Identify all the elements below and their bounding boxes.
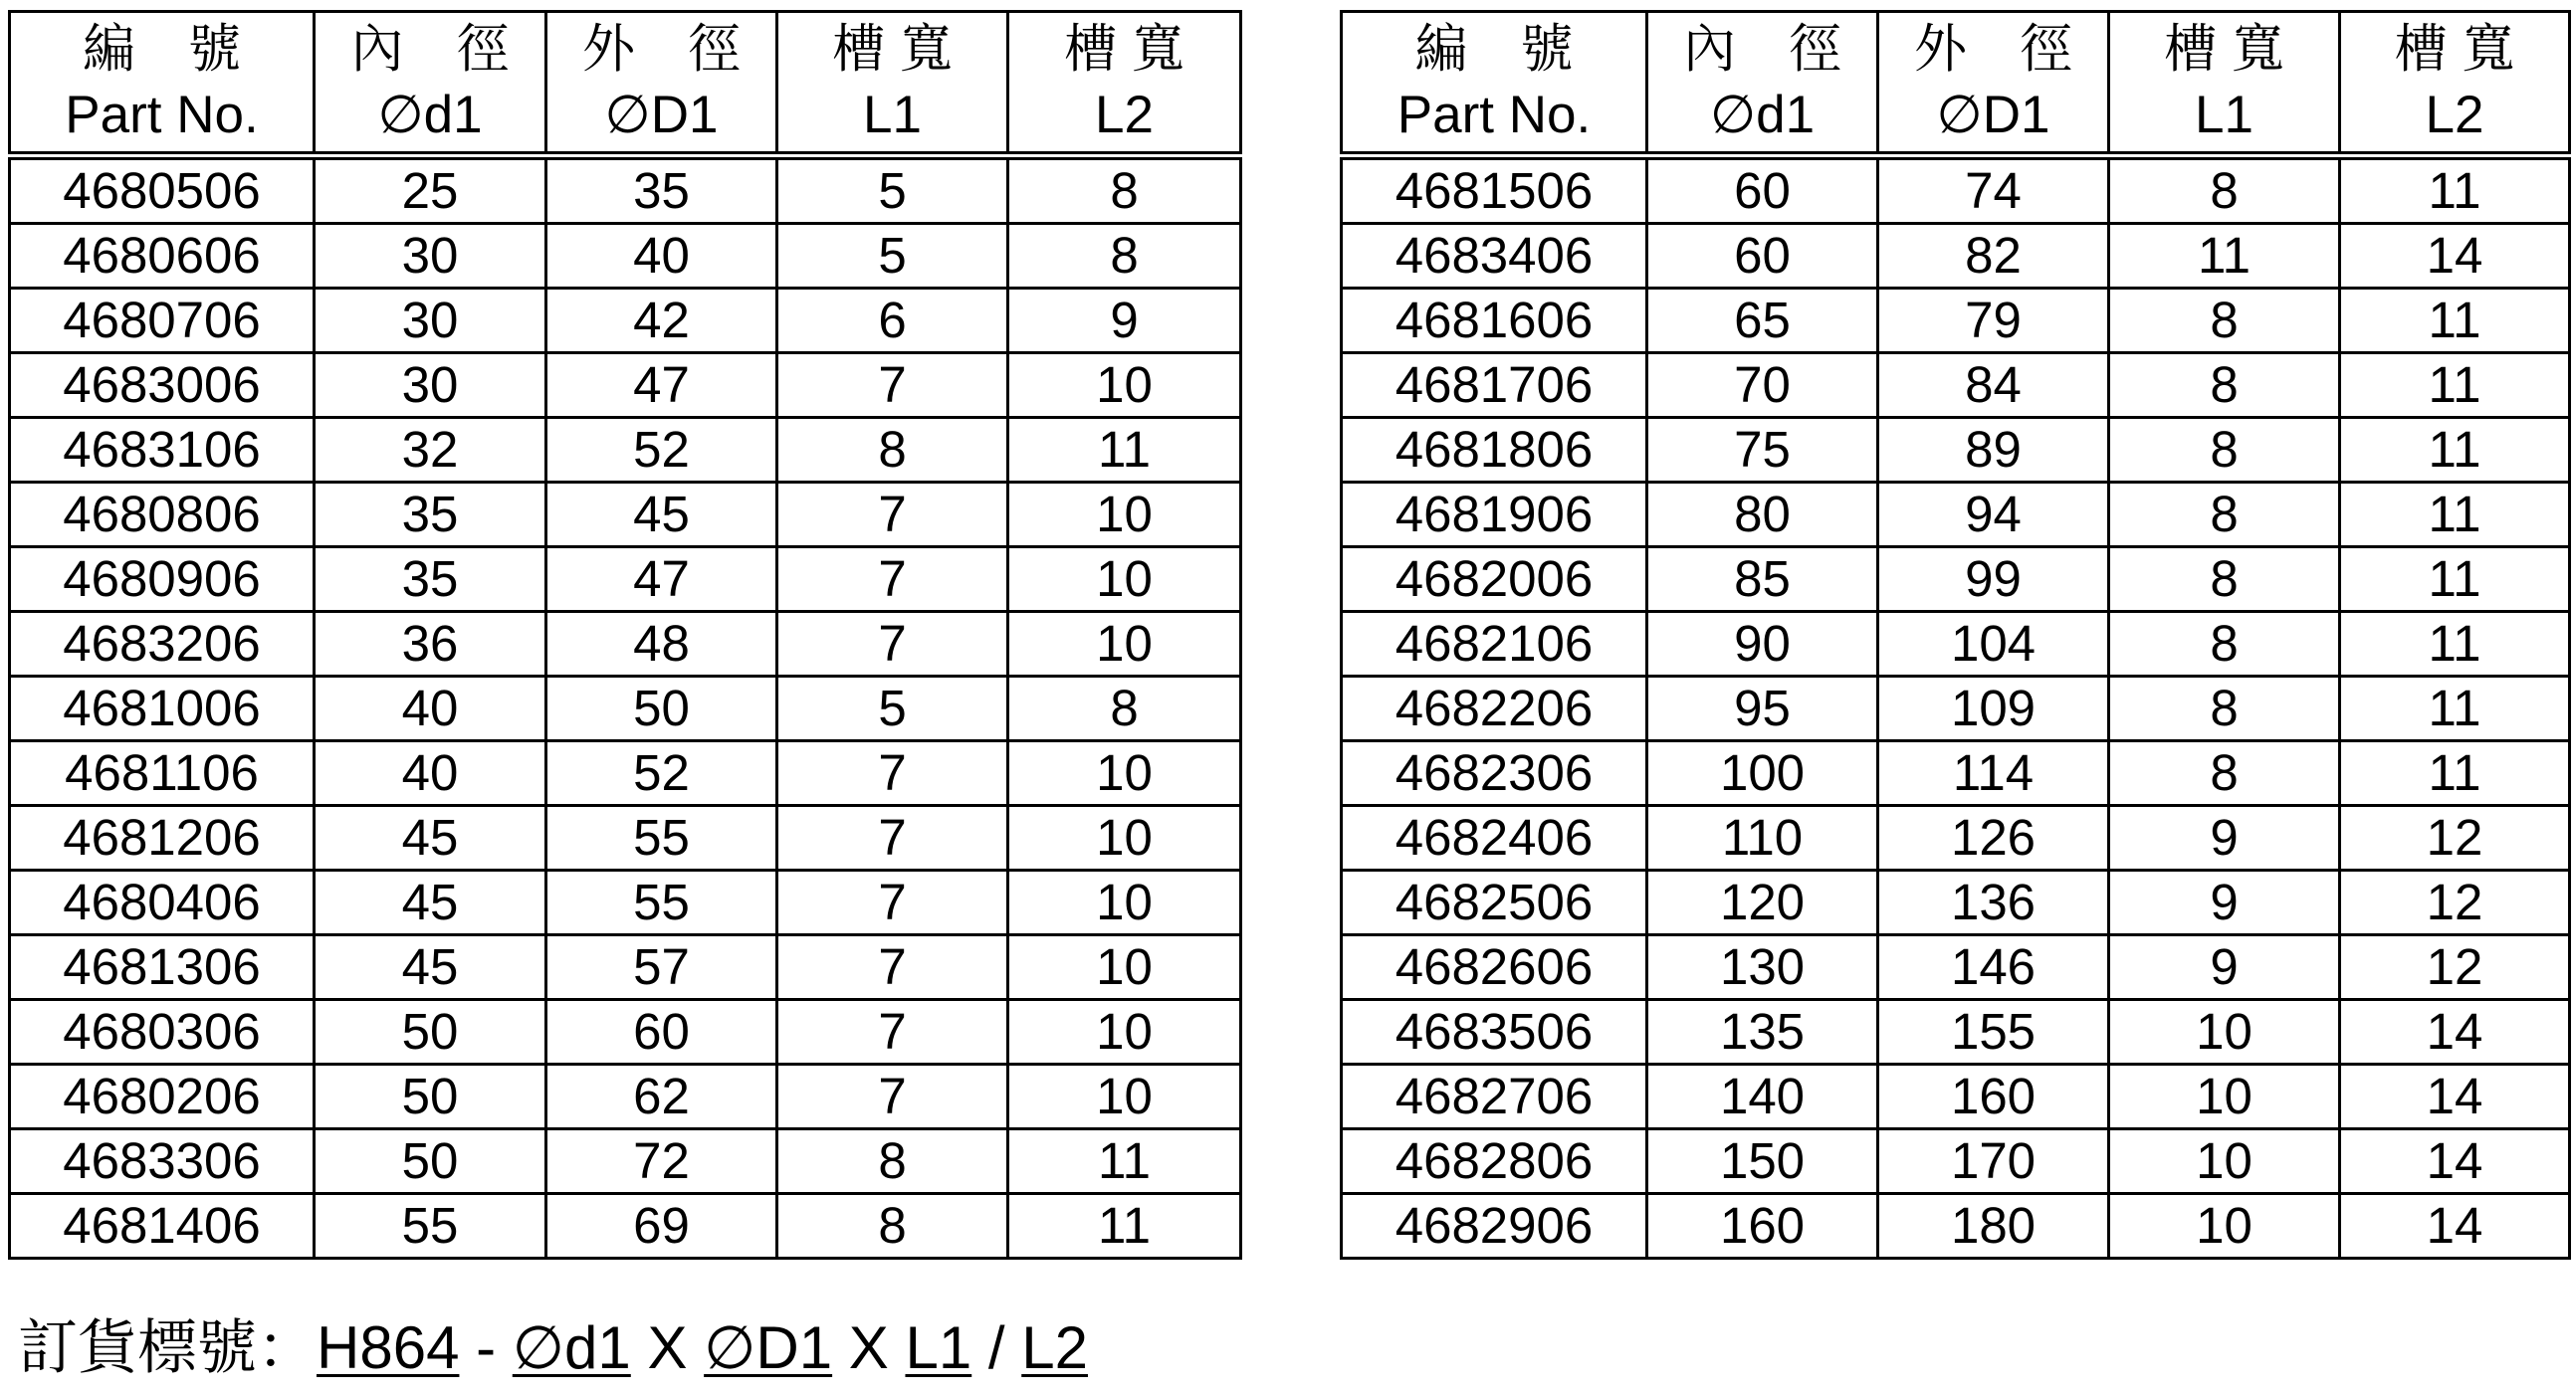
part-no-cell: 4682406 — [1342, 806, 1647, 871]
part-no-cell: 4681806 — [1342, 418, 1647, 483]
inner-diameter-cell: 90 — [1647, 612, 1878, 677]
groove-l2-cell: 11 — [2340, 156, 2570, 224]
groove-l1-cell: 5 — [777, 224, 1008, 289]
inner-diameter-cell: 130 — [1647, 935, 1878, 1000]
groove-l2-cell: 11 — [1008, 1194, 1241, 1259]
groove-l2-cell: 10 — [1008, 612, 1241, 677]
order-code-x2: X — [832, 1314, 906, 1381]
groove-l1-cell: 9 — [2109, 871, 2340, 935]
outer-diameter-cell: 82 — [1878, 224, 2109, 289]
inner-diameter-cell: 55 — [315, 1194, 546, 1259]
header-inner-diameter: 內 徑 ∅d1 — [315, 12, 546, 156]
part-no-cell: 4680906 — [10, 547, 315, 612]
header-groove-width-l1: 槽 寬 L1 — [2109, 12, 2340, 156]
groove-l1-cell: 8 — [2109, 741, 2340, 806]
groove-l2-cell: 14 — [2340, 224, 2570, 289]
inner-diameter-cell: 45 — [315, 871, 546, 935]
inner-diameter-cell: 45 — [315, 935, 546, 1000]
part-no-cell: 4683506 — [1342, 1000, 1647, 1065]
groove-l2-cell: 10 — [1008, 935, 1241, 1000]
part-no-cell: 4682306 — [1342, 741, 1647, 806]
inner-diameter-cell: 30 — [315, 289, 546, 353]
groove-l2-cell: 11 — [2340, 612, 2570, 677]
groove-l2-cell: 10 — [1008, 1065, 1241, 1129]
inner-diameter-cell: 30 — [315, 353, 546, 418]
order-code-D1: ∅D1 — [704, 1314, 833, 1381]
table-row — [1342, 806, 2570, 871]
table-row — [10, 806, 1241, 871]
outer-diameter-cell: 74 — [1878, 156, 2109, 224]
groove-l2-cell: 8 — [1008, 156, 1241, 224]
groove-l2-cell: 10 — [1008, 1000, 1241, 1065]
inner-diameter-cell: 85 — [1647, 547, 1878, 612]
outer-diameter-cell: 99 — [1878, 547, 2109, 612]
groove-l2-cell: 11 — [2340, 353, 2570, 418]
header-inner-diameter: 內 徑 ∅d1 — [1647, 12, 1878, 156]
header-groove-width-l2: 槽 寬 L2 — [1008, 12, 1241, 156]
inner-diameter-cell: 50 — [315, 1000, 546, 1065]
groove-l1-cell: 8 — [777, 418, 1008, 483]
groove-l1-cell: 10 — [2109, 1000, 2340, 1065]
table-row — [1342, 935, 2570, 1000]
groove-l1-cell: 8 — [2109, 677, 2340, 741]
inner-diameter-cell: 135 — [1647, 1000, 1878, 1065]
groove-l1-cell: 7 — [777, 1000, 1008, 1065]
groove-l2-cell: 11 — [1008, 418, 1241, 483]
outer-diameter-cell: 69 — [546, 1194, 777, 1259]
part-no-cell: 4680206 — [10, 1065, 315, 1129]
part-no-cell: 4680406 — [10, 871, 315, 935]
header-row — [10, 12, 1241, 156]
groove-l2-cell: 11 — [2340, 547, 2570, 612]
inner-diameter-cell: 70 — [1647, 353, 1878, 418]
outer-diameter-cell: 89 — [1878, 418, 2109, 483]
inner-diameter-cell: 95 — [1647, 677, 1878, 741]
header-row — [1342, 12, 2570, 156]
part-no-cell: 4683106 — [10, 418, 315, 483]
order-code-L1: L1 — [905, 1314, 972, 1381]
inner-diameter-cell: 110 — [1647, 806, 1878, 871]
outer-diameter-cell: 180 — [1878, 1194, 2109, 1259]
groove-l1-cell: 7 — [777, 806, 1008, 871]
outer-diameter-cell: 50 — [546, 677, 777, 741]
table-row — [1342, 1000, 2570, 1065]
groove-l1-cell: 7 — [777, 1065, 1008, 1129]
inner-diameter-cell: 100 — [1647, 741, 1878, 806]
part-no-cell: 4683206 — [10, 612, 315, 677]
part-no-cell: 4683306 — [10, 1129, 315, 1194]
outer-diameter-cell: 35 — [546, 156, 777, 224]
inner-diameter-cell: 80 — [1647, 483, 1878, 547]
part-no-cell: 4680706 — [10, 289, 315, 353]
header-groove-width-l1: 槽 寬 L1 — [777, 12, 1008, 156]
table-row — [1342, 1194, 2570, 1259]
outer-diameter-cell: 84 — [1878, 353, 2109, 418]
part-no-cell: 4681606 — [1342, 289, 1647, 353]
part-no-cell: 4682206 — [1342, 677, 1647, 741]
header-part-no: 編 號 Part No. — [10, 12, 315, 156]
inner-diameter-cell: 65 — [1647, 289, 1878, 353]
outer-diameter-cell: 47 — [546, 547, 777, 612]
groove-l2-cell: 11 — [2340, 677, 2570, 741]
order-code-model: H864 — [317, 1314, 460, 1381]
groove-l1-cell: 11 — [2109, 224, 2340, 289]
table-row — [10, 289, 1241, 353]
groove-l2-cell: 14 — [2340, 1000, 2570, 1065]
inner-diameter-cell: 35 — [315, 547, 546, 612]
inner-diameter-cell: 140 — [1647, 1065, 1878, 1129]
inner-diameter-cell: 50 — [315, 1065, 546, 1129]
groove-l2-cell: 10 — [1008, 871, 1241, 935]
outer-diameter-cell: 52 — [546, 741, 777, 806]
table-row — [10, 1065, 1241, 1129]
part-no-cell: 4682606 — [1342, 935, 1647, 1000]
inner-diameter-cell: 45 — [315, 806, 546, 871]
outer-diameter-cell: 42 — [546, 289, 777, 353]
outer-diameter-cell: 94 — [1878, 483, 2109, 547]
groove-l2-cell: 12 — [2340, 871, 2570, 935]
table-row — [10, 483, 1241, 547]
groove-l1-cell: 10 — [2109, 1194, 2340, 1259]
table-row — [10, 1129, 1241, 1194]
groove-l2-cell: 14 — [2340, 1194, 2570, 1259]
groove-l2-cell: 8 — [1008, 677, 1241, 741]
groove-l1-cell: 7 — [777, 353, 1008, 418]
outer-diameter-cell: 155 — [1878, 1000, 2109, 1065]
order-code-label: 訂貨標號： — [18, 1314, 317, 1381]
header-groove-width-l2: 槽 寬 L2 — [2340, 12, 2570, 156]
part-no-cell: 4681406 — [10, 1194, 315, 1259]
part-no-cell: 4680606 — [10, 224, 315, 289]
part-no-cell: 4681706 — [1342, 353, 1647, 418]
outer-diameter-cell: 45 — [546, 483, 777, 547]
groove-l1-cell: 8 — [2109, 483, 2340, 547]
table-row — [1342, 483, 2570, 547]
header-outer-diameter: 外 徑 ∅D1 — [546, 12, 777, 156]
groove-l2-cell: 12 — [2340, 806, 2570, 871]
table-row — [10, 418, 1241, 483]
inner-diameter-cell: 60 — [1647, 156, 1878, 224]
outer-diameter-cell: 170 — [1878, 1129, 2109, 1194]
outer-diameter-cell: 126 — [1878, 806, 2109, 871]
inner-diameter-cell: 30 — [315, 224, 546, 289]
groove-l2-cell: 14 — [2340, 1065, 2570, 1129]
outer-diameter-cell: 146 — [1878, 935, 2109, 1000]
order-code-line — [18, 1313, 1088, 1383]
groove-l2-cell: 8 — [1008, 224, 1241, 289]
groove-l1-cell: 7 — [777, 741, 1008, 806]
table-row — [1342, 871, 2570, 935]
part-no-cell: 4683406 — [1342, 224, 1647, 289]
table-row — [10, 156, 1241, 224]
inner-diameter-cell: 35 — [315, 483, 546, 547]
inner-diameter-cell: 32 — [315, 418, 546, 483]
part-no-cell: 4681006 — [10, 677, 315, 741]
outer-diameter-cell: 62 — [546, 1065, 777, 1129]
table-row — [1342, 1129, 2570, 1194]
outer-diameter-cell: 48 — [546, 612, 777, 677]
groove-l2-cell: 9 — [1008, 289, 1241, 353]
groove-l2-cell: 11 — [2340, 483, 2570, 547]
order-code-x1: X — [630, 1314, 705, 1381]
inner-diameter-cell: 150 — [1647, 1129, 1878, 1194]
groove-l2-cell: 10 — [1008, 353, 1241, 418]
groove-l1-cell: 9 — [2109, 806, 2340, 871]
part-no-cell: 4681206 — [10, 806, 315, 871]
inner-diameter-cell: 75 — [1647, 418, 1878, 483]
inner-diameter-cell: 60 — [1647, 224, 1878, 289]
groove-l1-cell: 9 — [2109, 935, 2340, 1000]
table-row — [10, 935, 1241, 1000]
inner-diameter-cell: 160 — [1647, 1194, 1878, 1259]
part-no-cell: 4683006 — [10, 353, 315, 418]
part-no-cell: 4680806 — [10, 483, 315, 547]
inner-diameter-cell: 40 — [315, 741, 546, 806]
outer-diameter-cell: 72 — [546, 1129, 777, 1194]
inner-diameter-cell: 25 — [315, 156, 546, 224]
table-row — [1342, 547, 2570, 612]
groove-l1-cell: 6 — [777, 289, 1008, 353]
order-code-d1: ∅d1 — [512, 1314, 631, 1381]
table-row — [10, 677, 1241, 741]
table-row — [1342, 353, 2570, 418]
groove-l1-cell: 8 — [2109, 289, 2340, 353]
part-no-cell: 4681506 — [1342, 156, 1647, 224]
groove-l1-cell: 8 — [2109, 418, 2340, 483]
table-row — [10, 871, 1241, 935]
part-no-cell: 4682706 — [1342, 1065, 1647, 1129]
outer-diameter-cell: 79 — [1878, 289, 2109, 353]
part-no-cell: 4682806 — [1342, 1129, 1647, 1194]
outer-diameter-cell: 57 — [546, 935, 777, 1000]
table-row — [10, 224, 1241, 289]
part-no-cell: 4682906 — [1342, 1194, 1647, 1259]
outer-diameter-cell: 109 — [1878, 677, 2109, 741]
groove-l2-cell: 10 — [1008, 547, 1241, 612]
part-no-cell: 4682106 — [1342, 612, 1647, 677]
table-row — [10, 741, 1241, 806]
parts-table-right — [1340, 10, 2571, 1260]
groove-l1-cell: 8 — [2109, 547, 2340, 612]
order-code-slash: / — [971, 1314, 1022, 1381]
table-row — [1342, 1065, 2570, 1129]
table-row — [1342, 677, 2570, 741]
groove-l2-cell: 10 — [1008, 741, 1241, 806]
groove-l1-cell: 7 — [777, 612, 1008, 677]
groove-l1-cell: 10 — [2109, 1129, 2340, 1194]
outer-diameter-cell: 136 — [1878, 871, 2109, 935]
groove-l1-cell: 8 — [2109, 612, 2340, 677]
outer-diameter-cell: 60 — [546, 1000, 777, 1065]
groove-l1-cell: 7 — [777, 871, 1008, 935]
groove-l1-cell: 8 — [777, 1129, 1008, 1194]
groove-l1-cell: 7 — [777, 483, 1008, 547]
inner-diameter-cell: 50 — [315, 1129, 546, 1194]
part-no-cell: 4682506 — [1342, 871, 1647, 935]
table-row — [10, 547, 1241, 612]
groove-l2-cell: 12 — [2340, 935, 2570, 1000]
groove-l2-cell: 11 — [2340, 741, 2570, 806]
part-no-cell: 4681906 — [1342, 483, 1647, 547]
table-row — [1342, 741, 2570, 806]
outer-diameter-cell: 47 — [546, 353, 777, 418]
outer-diameter-cell: 114 — [1878, 741, 2109, 806]
part-no-cell: 4682006 — [1342, 547, 1647, 612]
groove-l2-cell: 11 — [2340, 289, 2570, 353]
inner-diameter-cell: 120 — [1647, 871, 1878, 935]
groove-l1-cell: 10 — [2109, 1065, 2340, 1129]
groove-l1-cell: 8 — [2109, 353, 2340, 418]
groove-l1-cell: 8 — [777, 1194, 1008, 1259]
header-part-no: 編 號 Part No. — [1342, 12, 1647, 156]
table-row — [1342, 224, 2570, 289]
outer-diameter-cell: 104 — [1878, 612, 2109, 677]
groove-l1-cell: 7 — [777, 547, 1008, 612]
groove-l2-cell: 11 — [2340, 418, 2570, 483]
table-row — [10, 1194, 1241, 1259]
groove-l1-cell: 5 — [777, 677, 1008, 741]
part-no-cell: 4680306 — [10, 1000, 315, 1065]
part-no-cell: 4680506 — [10, 156, 315, 224]
table-row — [10, 353, 1241, 418]
groove-l1-cell: 7 — [777, 935, 1008, 1000]
outer-diameter-cell: 55 — [546, 806, 777, 871]
order-code-dash: - — [459, 1314, 513, 1381]
header-outer-diameter: 外 徑 ∅D1 — [1878, 12, 2109, 156]
order-code-L2: L2 — [1021, 1314, 1088, 1381]
outer-diameter-cell: 160 — [1878, 1065, 2109, 1129]
table-row — [10, 1000, 1241, 1065]
table-row — [10, 612, 1241, 677]
parts-table-left — [8, 10, 1242, 1260]
groove-l2-cell: 11 — [1008, 1129, 1241, 1194]
outer-diameter-cell: 40 — [546, 224, 777, 289]
table-row — [1342, 418, 2570, 483]
part-no-cell: 4681106 — [10, 741, 315, 806]
groove-l1-cell: 5 — [777, 156, 1008, 224]
groove-l2-cell: 14 — [2340, 1129, 2570, 1194]
groove-l2-cell: 10 — [1008, 483, 1241, 547]
table-row — [1342, 289, 2570, 353]
table-row — [1342, 156, 2570, 224]
outer-diameter-cell: 55 — [546, 871, 777, 935]
table-row — [1342, 612, 2570, 677]
groove-l1-cell: 8 — [2109, 156, 2340, 224]
part-no-cell: 4681306 — [10, 935, 315, 1000]
outer-diameter-cell: 52 — [546, 418, 777, 483]
inner-diameter-cell: 36 — [315, 612, 546, 677]
inner-diameter-cell: 40 — [315, 677, 546, 741]
groove-l2-cell: 10 — [1008, 806, 1241, 871]
